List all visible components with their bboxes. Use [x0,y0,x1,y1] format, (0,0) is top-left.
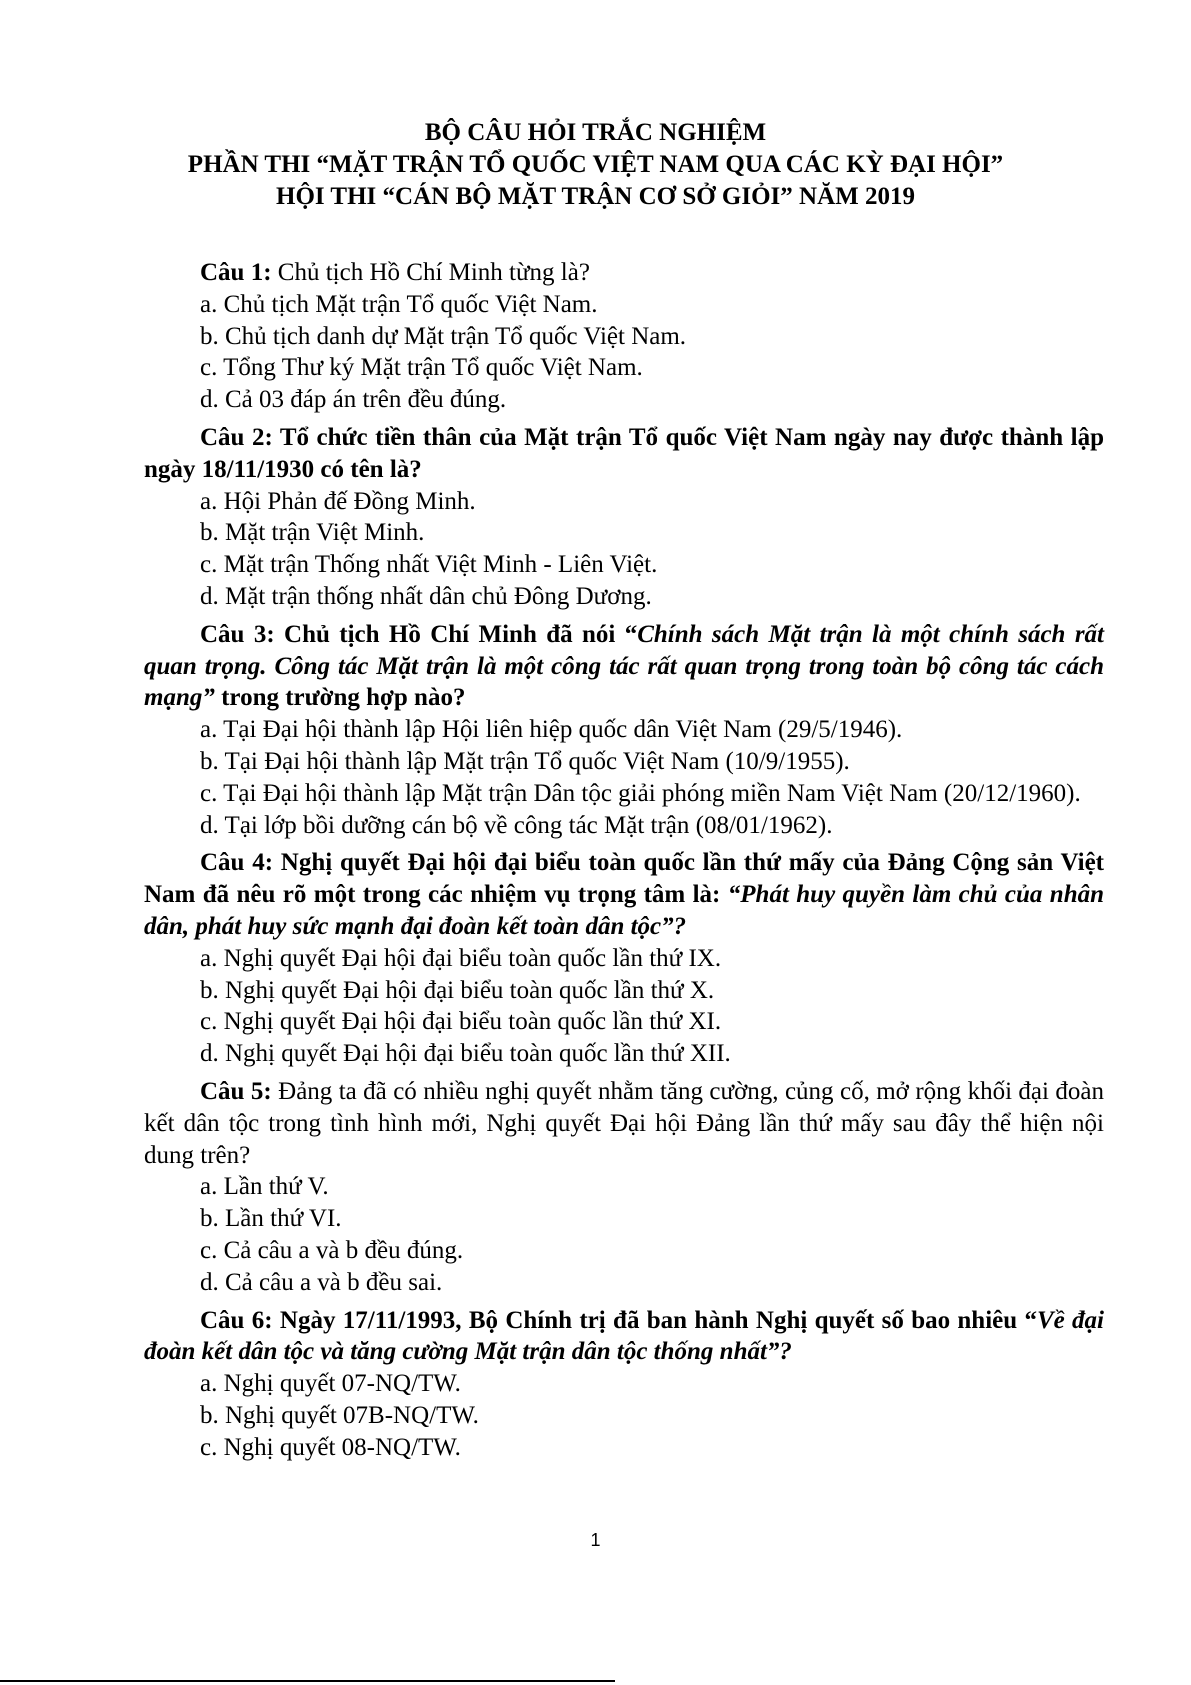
question-quote: “Phát huy quyền làm chủ của nhân dân, phát huy sức mạnh đại đoàn kết toàn dân tộc”? [144,881,1105,940]
document-header [0,117,1191,213]
question-text [144,847,1104,942]
answer-option-c: c. Tại Đại hội thành lập Mặt trận Dân tộc giải phóng miền Nam Việt Nam (20/12/1960). [200,779,1081,807]
question-2 [144,416,1104,613]
answer-option-d: d. Mặt trận thống nhất dân chủ Đông Dương. [200,582,652,610]
header-title: BỘ CÂU HỎI TRẮC NGHIỆM [424,119,767,146]
question-4 [144,841,1104,1070]
answer-option-c: c. Tổng Thư ký Mặt trận Tổ quốc Việt Nam. [200,354,643,382]
question-tail: trong trường hợp nào? [214,684,466,712]
answer-option-b: b. Lần thứ VI. [200,1205,342,1233]
answer-option-b: b. Tại Đại hội thành lập Mặt trận Tổ quốc Việt Nam (10/9/1955). [200,747,850,775]
question-body: Chủ tịch Hồ Chí Minh từng là? [271,259,590,286]
question-text [144,1076,1104,1171]
question-3 [144,613,1104,842]
question-text [144,1305,1104,1369]
answer-option-d: d. Nghị quyết Đại hội đại biểu toàn quốc lần thứ XII. [200,1040,731,1068]
answer-option-a: a. Lần thứ V. [200,1173,329,1201]
question-text [144,257,1104,289]
answer-option-b: b. Mặt trận Việt Minh. [200,519,425,547]
question-label: Câu 6: Ngày 17/11/1993, Bộ Chính trị đã ban hành Nghị quyết số bao nhiêu “ [200,1306,1037,1334]
answer-option-b: b. Chủ tịch danh dự Mặt trận Tổ quốc Việt Nam. [200,322,687,350]
question-body: Đảng ta đã có nhiều nghị quyết nhằm tăng cường, củng cố, mở rộng khối đại đoàn kết dân tộc trong tình hình mới, Nghị quyết Đại hội Đảng lần thứ mấy sau đây thể hiện nội dung trên? [144,1077,1104,1169]
answer-option-a: a. Hội Phản đế Đồng Minh. [200,487,476,515]
question-quote: Về đại đoàn kết dân tộc và tăng cường Mặt trận dân tộc thống nhất”? [144,1306,1104,1366]
question-quote: Chính sách Mặt trận là một chính sách rất quan trọng. Công tác Mặt trận là một công tác rất quan trọng trong toàn bộ công tác cách mạng” [144,620,1104,712]
answer-option-a: a. Tại Đại hội thành lập Hội liên hiệp quốc dân Việt Nam (29/5/1946). [200,716,903,744]
answer-option-a: a. Nghị quyết 07-NQ/TW. [200,1370,461,1398]
question-text [144,422,1104,486]
answer-option-d: d. Tại lớp bồi dưỡng cán bộ về công tác Mặt trận (08/01/1962). [200,811,833,839]
answer-option-c: c. Nghị quyết 08-NQ/TW. [200,1433,461,1461]
answer-option-c: c. Nghị quyết Đại hội đại biểu toàn quốc lần thứ XI. [200,1008,722,1036]
question-5 [144,1070,1104,1299]
header-subtitle-contest: HỘI THI “CÁN BỘ MẶT TRẬN CƠ SỞ GIỎI” NĂM 2019 [276,183,915,210]
question-label: Câu 4: Nghị quyết Đại hội đại biểu toàn quốc lần thứ mấy của Đảng Cộng sản Việt Nam đã nêu rõ một trong các nhiệm vụ trọng tâm là: [144,849,1104,909]
question-1 [144,257,1104,416]
answer-option-a: a. Nghị quyết Đại hội đại biểu toàn quốc lần thứ IX. [200,944,722,972]
question-label: Câu 2: Tổ chức tiền thân của Mặt trận Tổ quốc Việt Nam ngày nay được thành lập ngày 18/11/1930 có tên là? [144,423,1104,483]
answer-option-b: b. Nghị quyết Đại hội đại biểu toàn quốc lần thứ X. [200,976,715,1004]
answer-option-d: d. Cả 03 đáp án trên đều đúng. [200,386,507,414]
footer-divider [0,1680,615,1682]
header-subtitle-section: PHẦN THI “MẶT TRẬN TỔ QUỐC VIỆT NAM QUA CÁC KỲ ĐẠI HỘI” [187,151,1004,178]
question-label: Câu 1: [200,259,272,286]
answer-option-a: a. Chủ tịch Mặt trận Tổ quốc Việt Nam. [200,290,598,318]
answer-option-c: c. Mặt trận Thống nhất Việt Minh - Liên Việt. [200,551,658,579]
question-label: Câu 5: [200,1077,272,1105]
question-text [144,619,1104,714]
question-label: Câu 3: Chủ tịch Hồ Chí Minh đã nói “ [200,620,638,648]
question-6 [144,1299,1104,1464]
page-number: 1 [590,1530,601,1550]
question-list [144,257,1104,1463]
answer-option-d: d. Cả câu a và b đều sai. [200,1268,443,1296]
answer-option-c: c. Cả câu a và b đều đúng. [200,1236,464,1264]
answer-option-b: b. Nghị quyết 07B-NQ/TW. [200,1401,479,1429]
